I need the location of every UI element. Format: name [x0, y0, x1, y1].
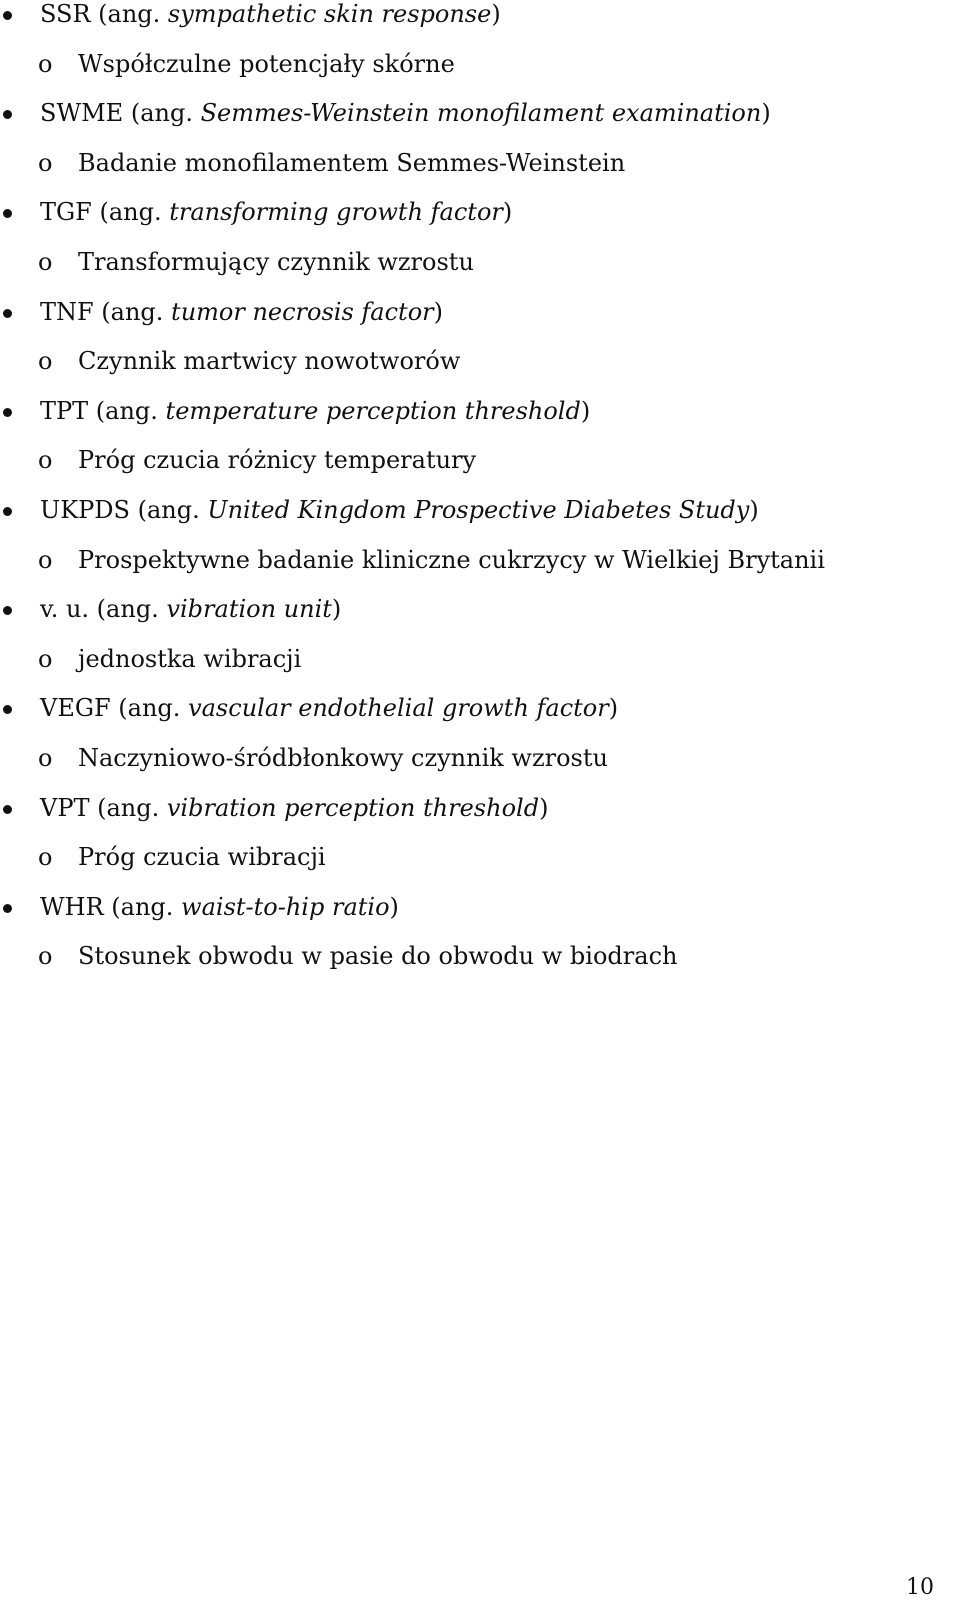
polish-translation: Stosunek obwodu w pasie do obwodu w biodrach [78, 942, 678, 971]
list-subitem [0, 942, 960, 992]
list-item [0, 893, 960, 943]
abbreviation-label: v. u. (ang. [40, 595, 167, 624]
polish-translation: Transformujący czynnik wzrostu [78, 247, 474, 276]
bullet-icon [3, 209, 12, 218]
abbreviation-term [40, 692, 618, 724]
english-term: sympathetic skin response [167, 0, 492, 28]
sub-bullet-icon: o [38, 843, 53, 872]
sub-bullet-icon: o [38, 743, 53, 772]
bullet-icon [3, 309, 12, 318]
abbreviation-term [40, 395, 590, 427]
list-subitem [0, 546, 960, 596]
bullet-icon [3, 904, 12, 913]
list-subitem [0, 50, 960, 100]
abbreviation-term [40, 494, 759, 526]
list-subitem [0, 645, 960, 695]
abbreviation-label: TGF (ang. [40, 198, 170, 227]
polish-translation: jednostka wibracji [78, 644, 302, 673]
polish-translation: Badanie monofilamentem Semmes-Weinstein [78, 148, 626, 177]
list-item [0, 298, 960, 348]
closing-paren: ) [580, 396, 591, 425]
bullet-icon [3, 110, 12, 119]
abbreviation-label: TPT (ang. [40, 396, 166, 425]
abbreviation-term [40, 891, 399, 923]
list-item [0, 794, 960, 844]
list-item [0, 397, 960, 447]
sub-bullet-icon: o [38, 446, 53, 475]
list-item [0, 694, 960, 744]
list-subitem [0, 347, 960, 397]
closing-paren: ) [491, 0, 501, 28]
closing-paren: ) [502, 198, 513, 227]
polish-translation: Czynnik martwicy nowotworów [78, 347, 461, 376]
english-term: vascular endothelial growth factor [188, 694, 609, 723]
bullet-icon [3, 11, 12, 20]
polish-translation: Próg czucia wibracji [78, 843, 326, 872]
bullet-icon [3, 507, 12, 516]
abbreviation-label: VEGF (ang. [40, 694, 189, 723]
sub-bullet-icon: o [38, 347, 53, 376]
sub-bullet-icon: o [38, 545, 53, 574]
english-term: Semmes-Weinstein monofilament examination [200, 99, 762, 128]
closing-paren: ) [433, 297, 443, 326]
english-term: waist-to-hip ratio [181, 892, 390, 921]
sub-bullet-icon: o [38, 49, 53, 78]
list-subitem [0, 843, 960, 893]
abbreviation-label: VPT (ang. [40, 793, 167, 822]
closing-paren: ) [761, 99, 771, 128]
abbreviation-label: TNF (ang. [40, 297, 172, 326]
list-item [0, 0, 960, 50]
abbreviation-term [40, 792, 548, 824]
english-term: temperature perception threshold [165, 396, 581, 425]
polish-translation: Prospektywne badanie kliniczne cukrzycy w Wielkiej Brytanii [78, 545, 825, 574]
english-term: transforming growth factor [169, 198, 503, 227]
bullet-icon [3, 606, 12, 615]
sub-bullet-icon: o [38, 644, 53, 673]
bullet-icon [3, 805, 12, 814]
abbreviation-term [40, 296, 443, 328]
closing-paren: ) [539, 793, 549, 822]
abbreviation-term [40, 593, 341, 625]
abbreviation-term [40, 196, 512, 228]
sub-bullet-icon: o [38, 247, 53, 276]
page-number: 10 [906, 1575, 934, 1600]
abbreviation-label: WHR (ang. [40, 892, 182, 921]
polish-translation: Próg czucia różnicy temperatury [78, 446, 477, 475]
sub-bullet-icon: o [38, 942, 53, 971]
closing-paren: ) [331, 595, 342, 624]
list-subitem [0, 446, 960, 496]
polish-translation: Współczulne potencjały skórne [78, 49, 455, 78]
closing-paren: ) [749, 495, 759, 524]
list-item [0, 198, 960, 248]
list-item [0, 99, 960, 149]
sub-bullet-icon: o [38, 148, 53, 177]
english-term: tumor necrosis factor [171, 297, 434, 326]
closing-paren: ) [608, 694, 619, 723]
closing-paren: ) [389, 892, 399, 921]
english-term: vibration perception threshold [166, 793, 540, 822]
english-term: vibration unit [166, 595, 332, 624]
abbreviation-label: SWME (ang. [40, 99, 201, 128]
bullet-icon [3, 705, 12, 714]
english-term: United Kingdom Prospective Diabetes Study [207, 495, 750, 524]
list-subitem [0, 248, 960, 298]
list-subitem [0, 744, 960, 794]
bullet-icon [3, 408, 12, 417]
abbreviation-label: UKPDS (ang. [40, 495, 208, 524]
list-item [0, 595, 960, 645]
polish-translation: Naczyniowo-śródbłonkowy czynnik wzrostu [78, 743, 608, 772]
abbreviation-term [40, 97, 771, 129]
list-item [0, 496, 960, 546]
list-subitem [0, 149, 960, 199]
abbreviation-term [40, 0, 501, 30]
abbreviation-label: SSR (ang. [40, 0, 168, 28]
